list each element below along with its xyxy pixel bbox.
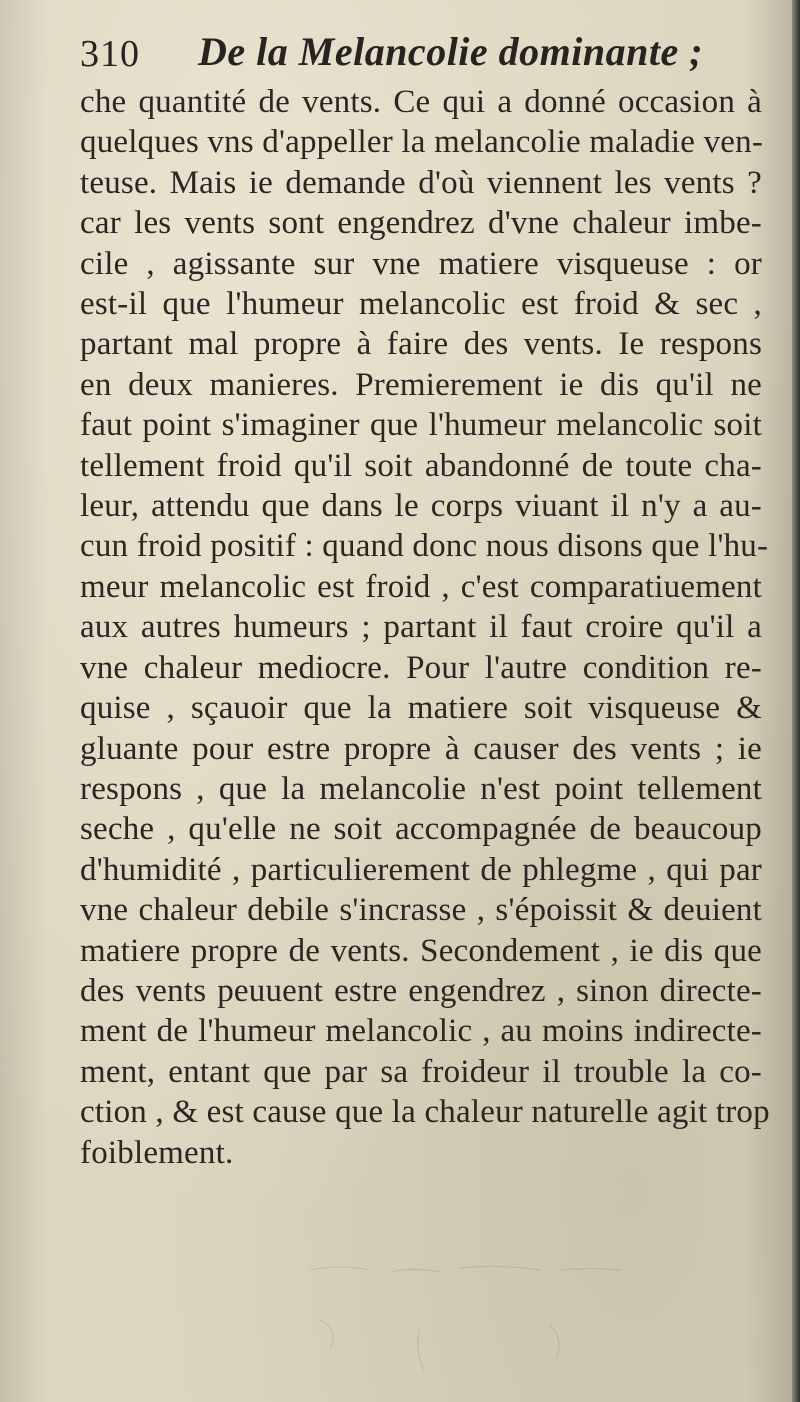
text-line: ment de l'humeur melancolic , au moins indirecte- <box>80 1013 762 1050</box>
text-line: cun froid positif : quand donc nous disons que l'hu- <box>80 528 769 565</box>
body-text <box>80 82 770 1173</box>
show-through-marks <box>300 1230 720 1390</box>
running-title: De la Melancolie dominante ; <box>198 29 704 74</box>
text-line: seche , qu'elle ne soit accompagnée de beaucoup <box>80 811 762 848</box>
text-line: cile , agissante sur vne matiere visqueuse : or <box>80 245 762 282</box>
text-line: gluante pour estre propre à causer des vents ; ie <box>80 730 762 767</box>
text-line: quelques vns d'appeller la melancolie maladie ven- <box>80 124 764 161</box>
text-line: faut point s'imaginer que l'humeur melancolic soit <box>80 407 762 444</box>
text-line: car les vents sont engendrez d'vne chaleur imbe- <box>80 205 762 242</box>
text-line: teuse. Mais ie demande d'où viennent les vents ? <box>80 164 762 201</box>
text-line: d'humidité , particulierement de phlegme , qui par <box>80 851 762 888</box>
text-line: matiere propre de vents. Secondement , ie dis que <box>80 932 762 969</box>
text-line: ction , & est cause que la chaleur naturelle agit trop <box>80 1094 770 1131</box>
text-line: quise , sçauoir que la matiere soit visqueuse & <box>80 690 762 727</box>
text-line: meur melancolic est froid , c'est comparatiuement <box>80 568 762 605</box>
page-header <box>80 26 760 82</box>
page-edge <box>792 0 800 1402</box>
text-line: foiblement. <box>80 1134 234 1171</box>
text-line: vne chaleur debile s'incrasse , s'époissit & deuient <box>80 892 762 929</box>
text-line: partant mal propre à faire des vents. Ie respons <box>80 326 762 363</box>
text-line: respons , que la melancolie n'est point tellement <box>80 770 762 807</box>
text-line: vne chaleur mediocre. Pour l'autre condition re- <box>80 649 762 686</box>
text-line: aux autres humeurs ; partant il faut croire qu'il a <box>80 609 762 646</box>
text-line: en deux manieres. Premierement ie dis qu'il ne <box>80 366 762 403</box>
text-line: tellement froid qu'il soit abandonné de toute cha- <box>80 447 762 484</box>
text-line: che quantité de vents. Ce qui a donné occasion à <box>80 84 762 120</box>
text-line: leur, attendu que dans le corps viuant il n'y a au- <box>80 488 762 525</box>
text-line: ment, entant que par sa froideur il trouble la co- <box>80 1053 762 1090</box>
text-line: est-il que l'humeur melancolic est froid & sec , <box>80 286 762 323</box>
page-number: 310 <box>80 33 140 75</box>
text-line: des vents peuuent estre engendrez , sinon directe- <box>80 972 762 1009</box>
